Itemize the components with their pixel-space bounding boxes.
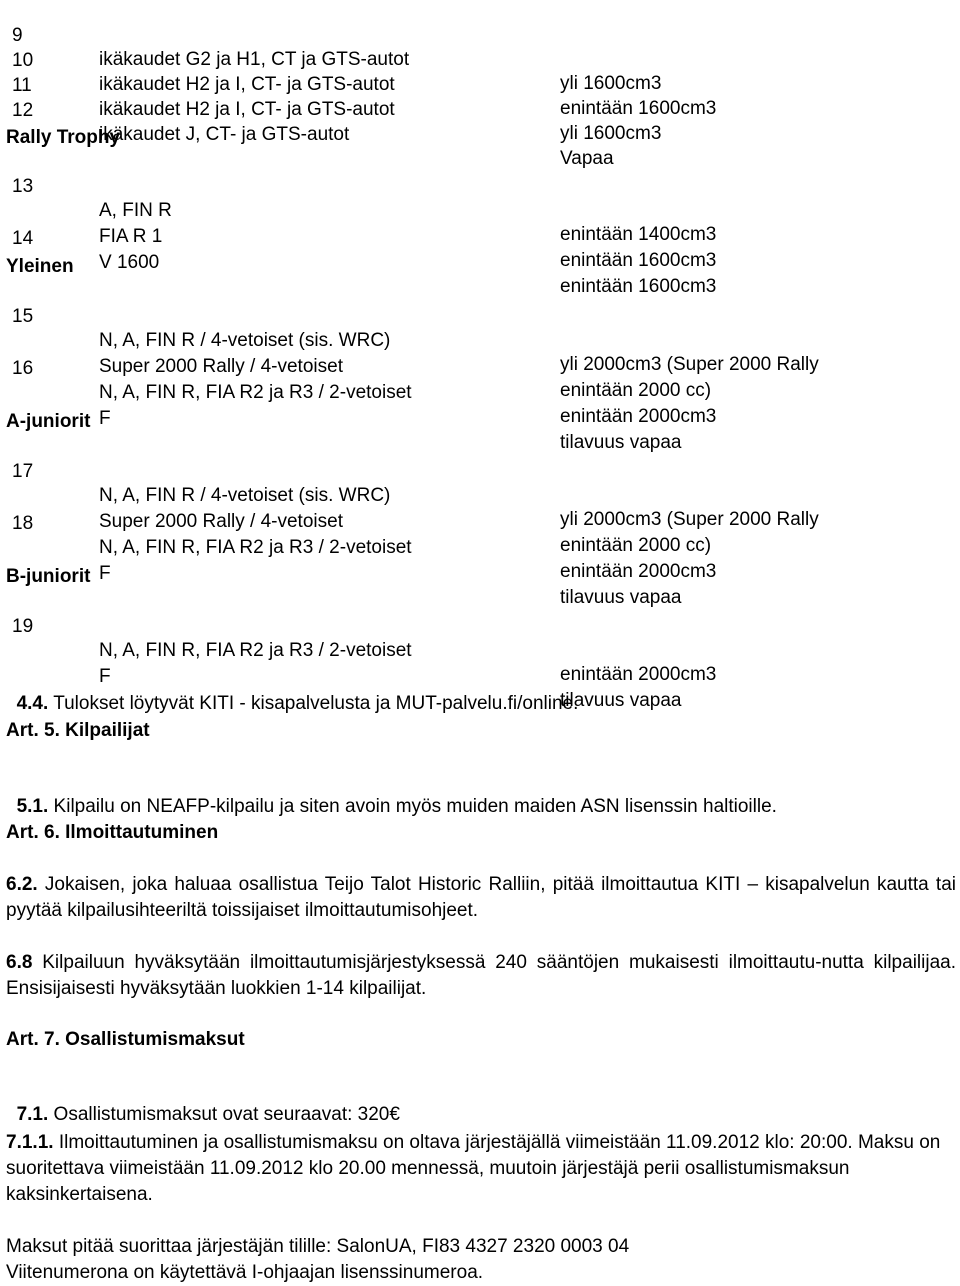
class-description: FIA R 1 <box>99 226 163 247</box>
class-number: 9 <box>12 25 23 46</box>
class-description: A, FIN R <box>99 200 172 221</box>
class-number: 12 <box>12 100 34 121</box>
section-number: 6.8 <box>6 952 33 973</box>
class-description: F <box>99 563 111 584</box>
class-number: 15 <box>12 306 34 327</box>
class-description: N, A, FIN R, FIA R2 ja R3 / 2-vetoiset <box>99 382 412 403</box>
class-number: 19 <box>12 616 34 637</box>
section-heading-a-juniorit: A-juniorit <box>6 411 91 432</box>
class-engine-spec: yli 1600cm3 <box>560 73 662 94</box>
class-number: 17 <box>12 461 34 482</box>
class-number: 13 <box>12 176 34 197</box>
section-number: 4.4. <box>16 693 49 714</box>
class-number: 14 <box>12 228 34 249</box>
class-description: N, A, FIN R / 4-vetoiset (sis. WRC) <box>99 330 391 351</box>
class-engine-spec: enintään 2000 cc) <box>560 535 712 556</box>
section-text: Tulokset löytyvät KITI - kisapalvelusta ja MUT-palvelu.fi/online. <box>48 693 579 714</box>
section-text: Kilpailuun hyväksytään ilmoittautumisjärjestyksessä 240 sääntöjen mukaisesti ilmoittautu-nutta kilpailijaa. Ensisijaisesti hyväksytään luokkien 1-14 kilpailijat. <box>6 952 956 999</box>
class-engine-spec: yli 2000cm3 (Super 2000 Rally <box>560 354 819 375</box>
section-7-1 <box>6 1079 400 1125</box>
class-description: F <box>99 408 111 429</box>
class-description: N, A, FIN R, FIA R2 ja R3 / 2-vetoiset <box>99 640 412 661</box>
article-6-heading: Art. 6. Ilmoittautuminen <box>6 822 219 843</box>
class-engine-spec: enintään 2000cm3 <box>560 664 717 685</box>
class-engine-spec: enintään 2000cm3 <box>560 561 717 582</box>
class-description: ikäkaudet H2 ja I, CT- ja GTS-autot <box>99 99 395 120</box>
section-number: 5.1. <box>16 796 49 817</box>
class-engine-spec: Vapaa <box>560 148 614 169</box>
class-engine-spec: tilavuus vapaa <box>560 432 682 453</box>
class-description: Super 2000 Rally / 4-vetoiset <box>99 511 343 532</box>
section-6-2 <box>6 872 956 924</box>
class-description: ikäkaudet J, CT- ja GTS-autot <box>99 124 350 145</box>
class-description: N, A, FIN R, FIA R2 ja R3 / 2-vetoiset <box>99 537 412 558</box>
class-number: 18 <box>12 513 34 534</box>
section-number: 7.1. <box>16 1104 49 1125</box>
class-engine-spec: enintään 1600cm3 <box>560 250 717 271</box>
class-number: 11 <box>12 75 32 96</box>
class-description: V 1600 <box>99 252 160 273</box>
article-7-heading: Art. 7. Osallistumismaksut <box>6 1029 245 1050</box>
section-heading-rally-trophy: Rally Trophy <box>6 127 121 148</box>
class-description: F <box>99 666 111 687</box>
class-number: 10 <box>12 50 34 71</box>
class-engine-spec: tilavuus vapaa <box>560 690 682 711</box>
section-heading-b-juniorit: B-juniorit <box>6 566 91 587</box>
payment-account-line: Maksut pitää suorittaa järjestäjän tilille: SalonUA, FI83 4327 2320 0003 04 <box>6 1236 630 1257</box>
section-7-1-1 <box>6 1130 956 1208</box>
class-engine-spec: enintään 2000 cc) <box>560 380 712 401</box>
class-engine-spec: enintään 2000cm3 <box>560 406 717 427</box>
section-heading-yleinen: Yleinen <box>6 256 74 277</box>
class-description: ikäkaudet H2 ja I, CT- ja GTS-autot <box>99 74 395 95</box>
section-text: Osallistumismaksut ovat seuraavat: 320€ <box>48 1104 400 1125</box>
section-4-4 <box>6 668 579 714</box>
class-engine-spec: yli 2000cm3 (Super 2000 Rally <box>560 509 819 530</box>
section-5-1 <box>6 771 777 817</box>
section-number: 6.2. <box>6 874 38 895</box>
section-text: Ilmoittautuminen ja osallistumismaksu on oltava järjestäjällä viimeistään 11.09.2012 klo: 20:00. Maksu on suoritettava viimeistään 11.09.2012 klo 20.00 mennessä, muutoin järjestäjä perii osallistumismaksun kaksinkertaisena. <box>6 1132 941 1205</box>
class-description: N, A, FIN R / 4-vetoiset (sis. WRC) <box>99 485 391 506</box>
class-engine-spec: tilavuus vapaa <box>560 587 682 608</box>
class-engine-spec: enintään 1600cm3 <box>560 276 717 297</box>
class-engine-spec: enintään 1400cm3 <box>560 224 717 245</box>
article-5-heading: Art. 5. Kilpailijat <box>6 720 150 741</box>
section-6-8 <box>6 950 956 1002</box>
class-engine-spec: enintään 1600cm3 <box>560 98 717 119</box>
class-description: ikäkaudet G2 ja H1, CT ja GTS-autot <box>99 49 410 70</box>
class-description: Super 2000 Rally / 4-vetoiset <box>99 356 343 377</box>
class-number: 16 <box>12 358 34 379</box>
section-text: Jokaisen, joka haluaa osallistua Teijo Talot Historic Ralliin, pitää ilmoittautua KITI – kisapalvelun kautta tai pyytää kilpailusihteeriltä toissijaiset ilmoittautumisohjeet. <box>6 874 956 921</box>
payment-reference-line: Viitenumerona on käytettävä I-ohjaajan lisenssinumeroa. <box>6 1262 484 1283</box>
section-number: 7.1.1. <box>6 1132 54 1153</box>
section-text: Kilpailu on NEAFP-kilpailu ja siten avoin myös muiden maiden ASN lisenssin haltioille. <box>48 796 777 817</box>
class-engine-spec: yli 1600cm3 <box>560 123 662 144</box>
